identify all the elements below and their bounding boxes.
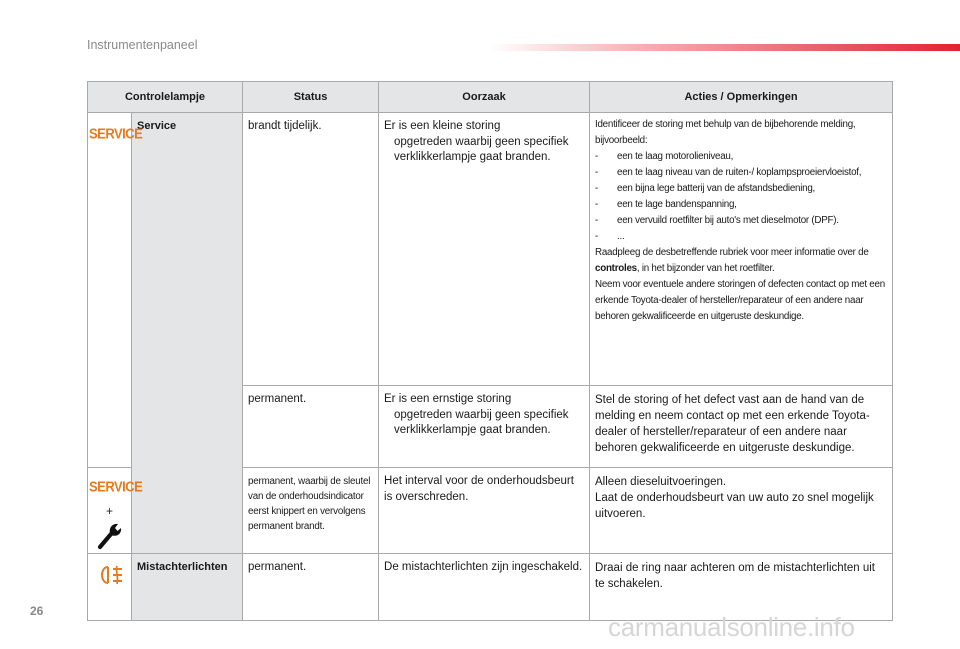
service-warning-icon: SERVICE: [89, 477, 143, 496]
list-item: [595, 165, 887, 181]
status-cell: permanent, waarbij de sleutel van de onderhoudsindicator eerst knippert en vervolgens permanent brandt.: [243, 468, 379, 554]
list-dash: -: [595, 167, 599, 178]
cause-line: Er is een ernstige storing: [384, 393, 512, 405]
list-item-text: een te laag niveau van de ruiten-/ koplampsproeiervloeistof,: [617, 167, 862, 178]
list-item-text: een vervuild roetfilter bij auto's met dieselmotor (DPF).: [617, 215, 839, 226]
list-item-text: een bijna lege batterij van de afstandsbediening,: [617, 183, 816, 194]
column-header-actions: Acties / Opmerkingen: [590, 82, 893, 113]
cause-line: opgetreden waarbij geen specifiek verklikkerlampje gaat branden.: [394, 135, 569, 163]
header-accent-line: [490, 44, 960, 51]
list-dash: -: [595, 183, 599, 194]
list-item-text: een te laag motorolieniveau,: [617, 151, 734, 162]
cause-cell: De mistachterlichten zijn ingeschakeld.: [379, 554, 590, 621]
status-cell: permanent.: [243, 554, 379, 621]
action-reference-text: , in het bijzonder van het roetfilter.: [636, 263, 775, 274]
cause-cell: [379, 386, 590, 468]
column-header-lamp: Controlelampje: [88, 82, 243, 113]
column-header-cause: Oorzaak: [379, 82, 590, 113]
list-item-text: ...: [617, 231, 625, 242]
action-cell: [590, 113, 893, 386]
list-item-text: een te lage bandenspanning,: [617, 199, 737, 210]
action-line: Laat de onderhoudsbeurt van uw auto zo snel mogelijk uitvoeren.: [595, 492, 874, 520]
cause-cell: [379, 113, 590, 386]
action-intro: Identificeer de storing met behulp van de bijbehorende melding, bijvoorbeeld:: [595, 119, 856, 146]
service-warning-icon: SERVICE: [89, 124, 143, 143]
status-cell: brandt tijdelijk.: [243, 113, 379, 386]
plus-sign: +: [105, 504, 113, 518]
action-cell: Stel de storing of het defect vast aan de hand van de melding en neem contact op met een erkende Toyota-dealer of hersteller/reparateur of een andere naar behoren gekwalificeerde en uitgeruste deskundige.: [590, 386, 893, 468]
cause-cell: Het interval voor de onderhoudsbeurt is overschreden.: [379, 468, 590, 554]
cause-line: Er is een kleine storing: [384, 120, 501, 132]
watermark: carmanualsonline.info: [608, 612, 855, 642]
action-cell: Draai de ring naar achteren om de mistachterlichten uit te schakelen.: [590, 554, 893, 621]
table-row: [88, 554, 893, 621]
status-cell: permanent.: [243, 386, 379, 468]
action-line: Alleen dieseluitvoeringen.: [595, 476, 727, 488]
action-reference: [595, 245, 887, 277]
list-item: [595, 181, 887, 197]
lamp-name-service: Service: [132, 113, 243, 554]
list-item: [595, 213, 887, 229]
action-outro: Neem voor eventuele andere storingen of defecten contact op met een erkende Toyota-dealer of hersteller/reparateur of een andere naar behoren gekwalificeerde en uitgeruste deskundige.: [595, 279, 885, 322]
service-wrench-icon-cell: [88, 468, 143, 554]
page-header-title: Instrumentenpaneel: [87, 38, 198, 52]
list-item: [595, 229, 887, 245]
list-item: [595, 149, 887, 165]
service-icon-cell: [88, 113, 143, 468]
table-header-row: [88, 82, 893, 113]
list-dash: -: [595, 199, 599, 210]
cause-line: opgetreden waarbij geen specifiek verklikkerlampje gaat branden.: [394, 408, 569, 436]
rear-fog-light-icon: [96, 564, 124, 586]
lamp-name-fog: Mistachterlichten: [132, 554, 243, 621]
wrench-icon: [97, 520, 123, 550]
action-reference-text: Raadpleeg de desbetreffende rubriek voor meer informatie over de: [595, 247, 869, 258]
list-dash: -: [595, 231, 599, 242]
list-dash: -: [595, 151, 599, 162]
fog-icon-cell: [88, 554, 132, 621]
action-cell: [590, 468, 893, 554]
action-reference-bold: controles: [595, 263, 637, 274]
warning-lamps-table: [87, 81, 893, 621]
table-row: [88, 113, 893, 386]
column-header-status: Status: [243, 82, 379, 113]
page-number: 26: [30, 604, 44, 618]
list-item: [595, 197, 887, 213]
list-dash: -: [595, 215, 599, 226]
